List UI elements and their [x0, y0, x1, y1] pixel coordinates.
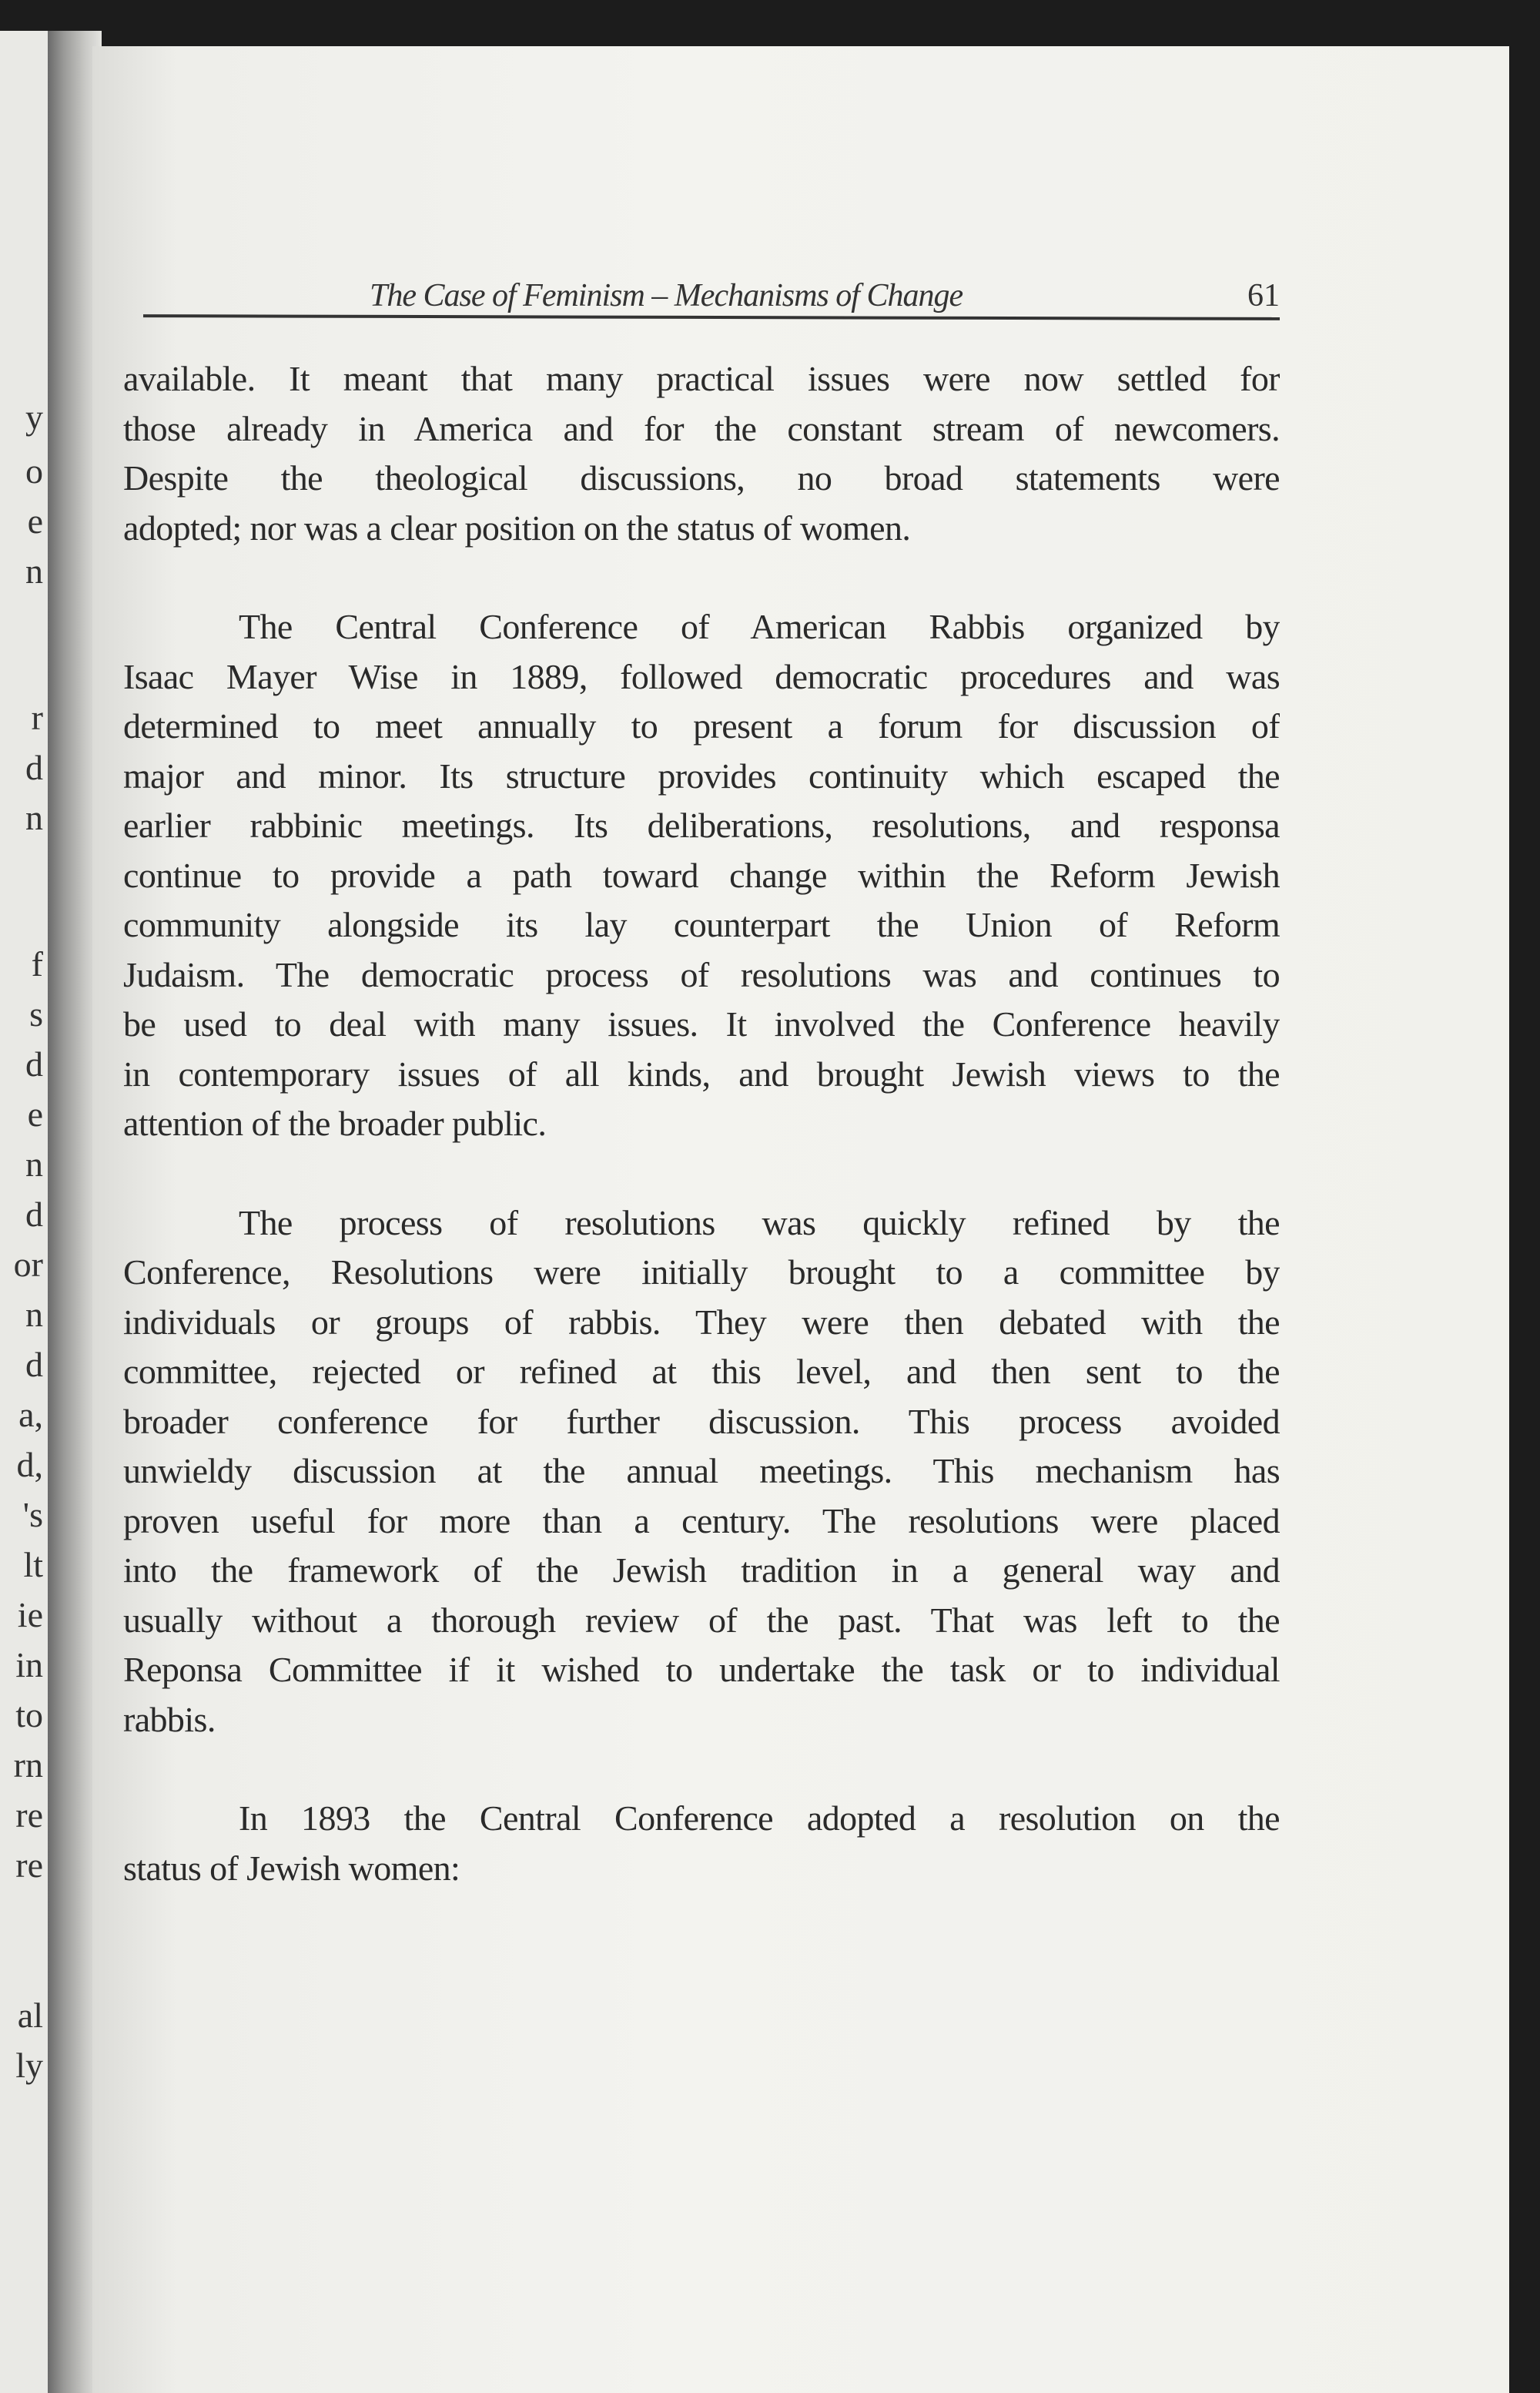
text-line: those already in America and for the constant stream of newcomers. [123, 408, 1280, 448]
text-line: major and minor. Its structure provides continuity which escaped the [123, 756, 1280, 796]
paragraph [123, 354, 1280, 553]
left-page-text-fragment: in [15, 1645, 43, 1684]
left-page-text-fragment: re [15, 1795, 43, 1835]
paragraph [123, 602, 1280, 1149]
text-line: unwieldy discussion at the annual meetings. This mechanism has [123, 1451, 1280, 1490]
running-title: The Case of Feminism – Mechanisms of Change [370, 278, 963, 313]
paragraph [123, 1794, 1280, 1893]
text-line: in contemporary issues of all kinds, and brought Jewish views to the [123, 1054, 1280, 1094]
text-line: Despite the theological discussions, no broad statements were [123, 458, 1280, 498]
text-line: status of Jewish women: [123, 1848, 460, 1888]
text-line: available. It meant that many practical issues were now settled for [123, 359, 1280, 398]
text-line: Reponsa Committee if it wished to undertake the task or to individual [123, 1650, 1280, 1689]
left-page-text-fragment: n [25, 551, 43, 591]
left-page-text-fragment: a, [18, 1395, 43, 1434]
text-line: Isaac Mayer Wise in 1889, followed democratic procedures and was [123, 656, 1280, 696]
text-line: The Central Conference of American Rabbis organized by [239, 607, 1280, 646]
body-text [123, 354, 1280, 1942]
adjacent-page-edge [0, 31, 48, 2393]
left-page-text-fragment: d [25, 1044, 43, 1084]
left-page-text-fragment: o [25, 451, 43, 491]
left-page-text-fragment: d, [16, 1445, 43, 1484]
left-page-text-fragment: ly [15, 2046, 43, 2085]
left-page-text-fragment: d [25, 1345, 43, 1384]
left-page-text-fragment: y [25, 397, 43, 437]
left-page-text-fragment: ie [17, 1595, 43, 1634]
left-page-text-fragment: al [17, 1996, 43, 2035]
left-page-text-fragment: s [29, 994, 43, 1034]
paragraph [123, 1198, 1280, 1745]
text-line: be used to deal with many issues. It involved the Conference heavily [123, 1004, 1280, 1044]
text-line: individuals or groups of rabbis. They were then debated with the [123, 1302, 1280, 1342]
left-page-text-fragment: rn [13, 1745, 43, 1785]
page-number: 61 [1247, 278, 1280, 313]
text-line: The process of resolutions was quickly refined by the [239, 1202, 1280, 1242]
text-line: community alongside its lay counterpart the Union of Reform [123, 905, 1280, 944]
text-line: committee, rejected or refined at this level, and then sent to the [123, 1352, 1280, 1391]
text-line: Conference, Resolutions were initially brought to a committee by [123, 1252, 1280, 1292]
text-line: Judaism. The democratic process of resolutions was and continues to [123, 954, 1280, 994]
text-line: adopted; nor was a clear position on the status of women. [123, 508, 911, 548]
text-line: proven useful for more than a century. The resolutions were placed [123, 1500, 1280, 1540]
text-line: rabbis. [123, 1699, 216, 1739]
left-page-text-fragment: d [25, 1195, 43, 1234]
text-line: determined to meet annually to present a forum for discussion of [123, 706, 1280, 746]
book-page [92, 46, 1509, 2393]
text-line: broader conference for further discussion. This process avoided [123, 1401, 1280, 1441]
text-line: In 1893 the Central Conference adopted a resolution on the [239, 1798, 1280, 1838]
left-page-text-fragment: re [15, 1845, 43, 1885]
text-line: continue to provide a path toward change within the Reform Jewish [123, 855, 1280, 895]
left-page-text-fragment: n [25, 1145, 43, 1184]
left-page-text-fragment: n [25, 798, 43, 837]
left-page-text-fragment: e [27, 501, 43, 541]
left-page-text-fragment: to [15, 1695, 43, 1734]
text-line: attention of the broader public. [123, 1104, 547, 1143]
text-line: usually without a thorough review of the past. That was left to the [123, 1600, 1280, 1640]
left-page-text-fragment: d [25, 748, 43, 787]
text-line: earlier rabbinic meetings. Its deliberations, resolutions, and responsa [123, 806, 1280, 845]
left-page-text-fragment: f [31, 944, 43, 984]
left-page-text-fragment: r [31, 698, 43, 737]
left-page-text-fragment: or [13, 1245, 43, 1284]
left-page-text-fragment: n [25, 1295, 43, 1334]
text-line: into the framework of the Jewish tradition in a general way and [123, 1550, 1280, 1590]
left-page-text-fragment: 's [22, 1495, 43, 1534]
left-page-text-fragment: e [27, 1094, 43, 1134]
left-page-text-fragment: lt [23, 1545, 43, 1584]
